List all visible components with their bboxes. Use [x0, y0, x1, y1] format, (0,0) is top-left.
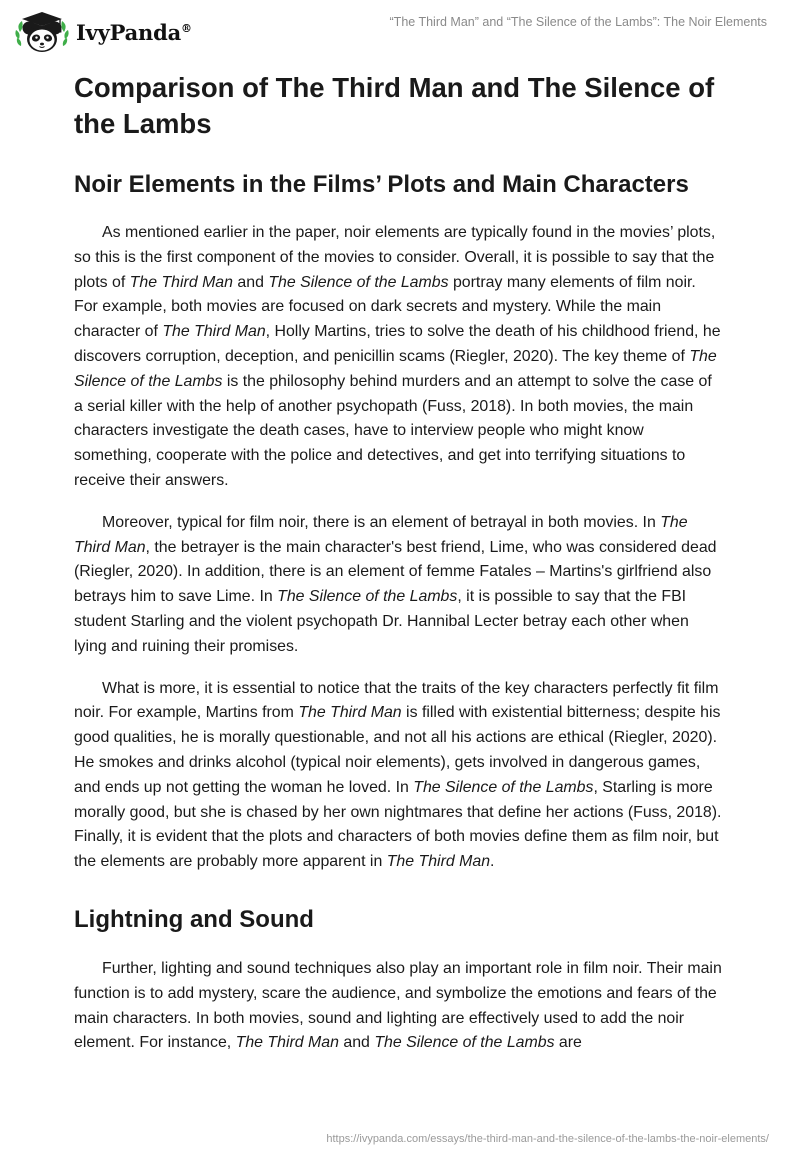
text-run: Moreover, typical for film noir, there is an element of betrayal in both movies. In: [102, 513, 661, 531]
film-title: The Third Man: [129, 273, 233, 291]
running-title: “The Third Man” and “The Silence of the Lambs”: The Noir Elements: [389, 15, 767, 29]
film-title: The Silence of the Lambs: [413, 778, 594, 796]
text-run: is the philosophy behind murders and an attempt to solve the case of a serial killer with the help of another psychopath (Fuss, 2018). In both movies, the main characters investigate the death cases, have to interview people who might know something, cooperate with the police and detectives, and get into terrifying situations to receive their answers.: [74, 372, 712, 489]
text-run: , it is possible to say that the FBI student Starling and the violent psychopath Dr. Hannibal Lecter betray each other when lying and ruining their promises.: [74, 588, 689, 655]
text-run: As mentioned earlier in the paper, noir elements are typically found in the movies’ plots, so this is the first component of the movies to consider. Overall, it is possible to say that the plots of: [74, 224, 716, 291]
text-run: portray many elements of film noir. For example, both movies are focused on dark secrets and mystery. While the main character of: [74, 273, 696, 341]
text-run: are: [554, 1034, 582, 1052]
text-run: is filled with existential bitterness; despite his good qualities, he is morally questionable, and not all his actions are ethical (Riegler, 2020). He smokes and drinks alcohol (typical noir elements), gets involved in dangerous games, and ends up not getting the woman he loved. In: [74, 704, 721, 796]
brand-name-text: IvyPanda: [76, 19, 182, 45]
paragraph: [74, 677, 724, 875]
text-run: .: [490, 853, 495, 871]
text-run: and: [338, 1034, 375, 1052]
film-title: The Silence of the Lambs: [268, 273, 449, 291]
article: [74, 70, 724, 1081]
film-title: The Third Man: [74, 513, 688, 556]
page-header: [0, 0, 800, 60]
paragraph: [74, 221, 724, 494]
panda-graduation-cap-logo-icon: [14, 6, 70, 56]
film-title: The Third Man: [162, 323, 266, 341]
text-run: and: [232, 273, 269, 291]
film-title: The Silence of the Lambs: [374, 1034, 555, 1052]
text-run: , the betrayer is the main character's best friend, Lime, who was considered dead (Riegler, 2020). In addition, there is an element of femme Fatales – Martins's girlfriend also betrays him to save Lime. In: [74, 538, 717, 606]
text-run: Further, lighting and sound techniques also play an important role in film noir. Their main function is to add mystery, scare the audience, and symbolize the emotions and fears of the main characters. In both movies, sound and lighting are effectively used to add the noir element. For instance,: [74, 959, 722, 1052]
film-title: The Silence of the Lambs: [277, 588, 458, 606]
film-title: The Silence of the Lambs: [74, 347, 717, 390]
text-run: What is more, it is essential to notice that the traits of the key characters perfectly fit film noir. For example, Martins from: [74, 679, 719, 722]
ivypanda-logo[interactable]: [14, 6, 192, 56]
paragraph: [74, 957, 724, 1081]
film-title: The Third Man: [235, 1034, 339, 1052]
film-title: The Third Man: [386, 853, 491, 871]
brand-name: [76, 20, 192, 45]
registered-mark: ®: [181, 21, 192, 35]
text-run: , Holly Martins, tries to solve the death of his childhood friend, he discovers corruption, deception, and penicillin scams (Riegler, 2020). The key theme of: [74, 323, 721, 365]
film-title: The Third Man: [298, 704, 402, 722]
section-heading-noir-elements: Noir Elements in the Films’ Plots and Main Characters: [74, 171, 689, 198]
paragraph: [74, 511, 724, 660]
text-run: , Starling is more morally good, but she is chased by her own nightmares that define her actions (Fuss, 2018). Finally, it is evident that the plots and characters of both movies define them as film noir, but the elements are probably more apparent in: [74, 778, 722, 871]
section-heading-lightning-and-sound: Lightning and Sound: [74, 905, 314, 933]
page-title: Comparison of The Third Man and The Silence of the Lambs: [74, 72, 715, 139]
source-url[interactable]: https://ivypanda.com/essays/the-third-man-and-the-silence-of-the-lambs-the-noir-elements/: [326, 1133, 769, 1145]
